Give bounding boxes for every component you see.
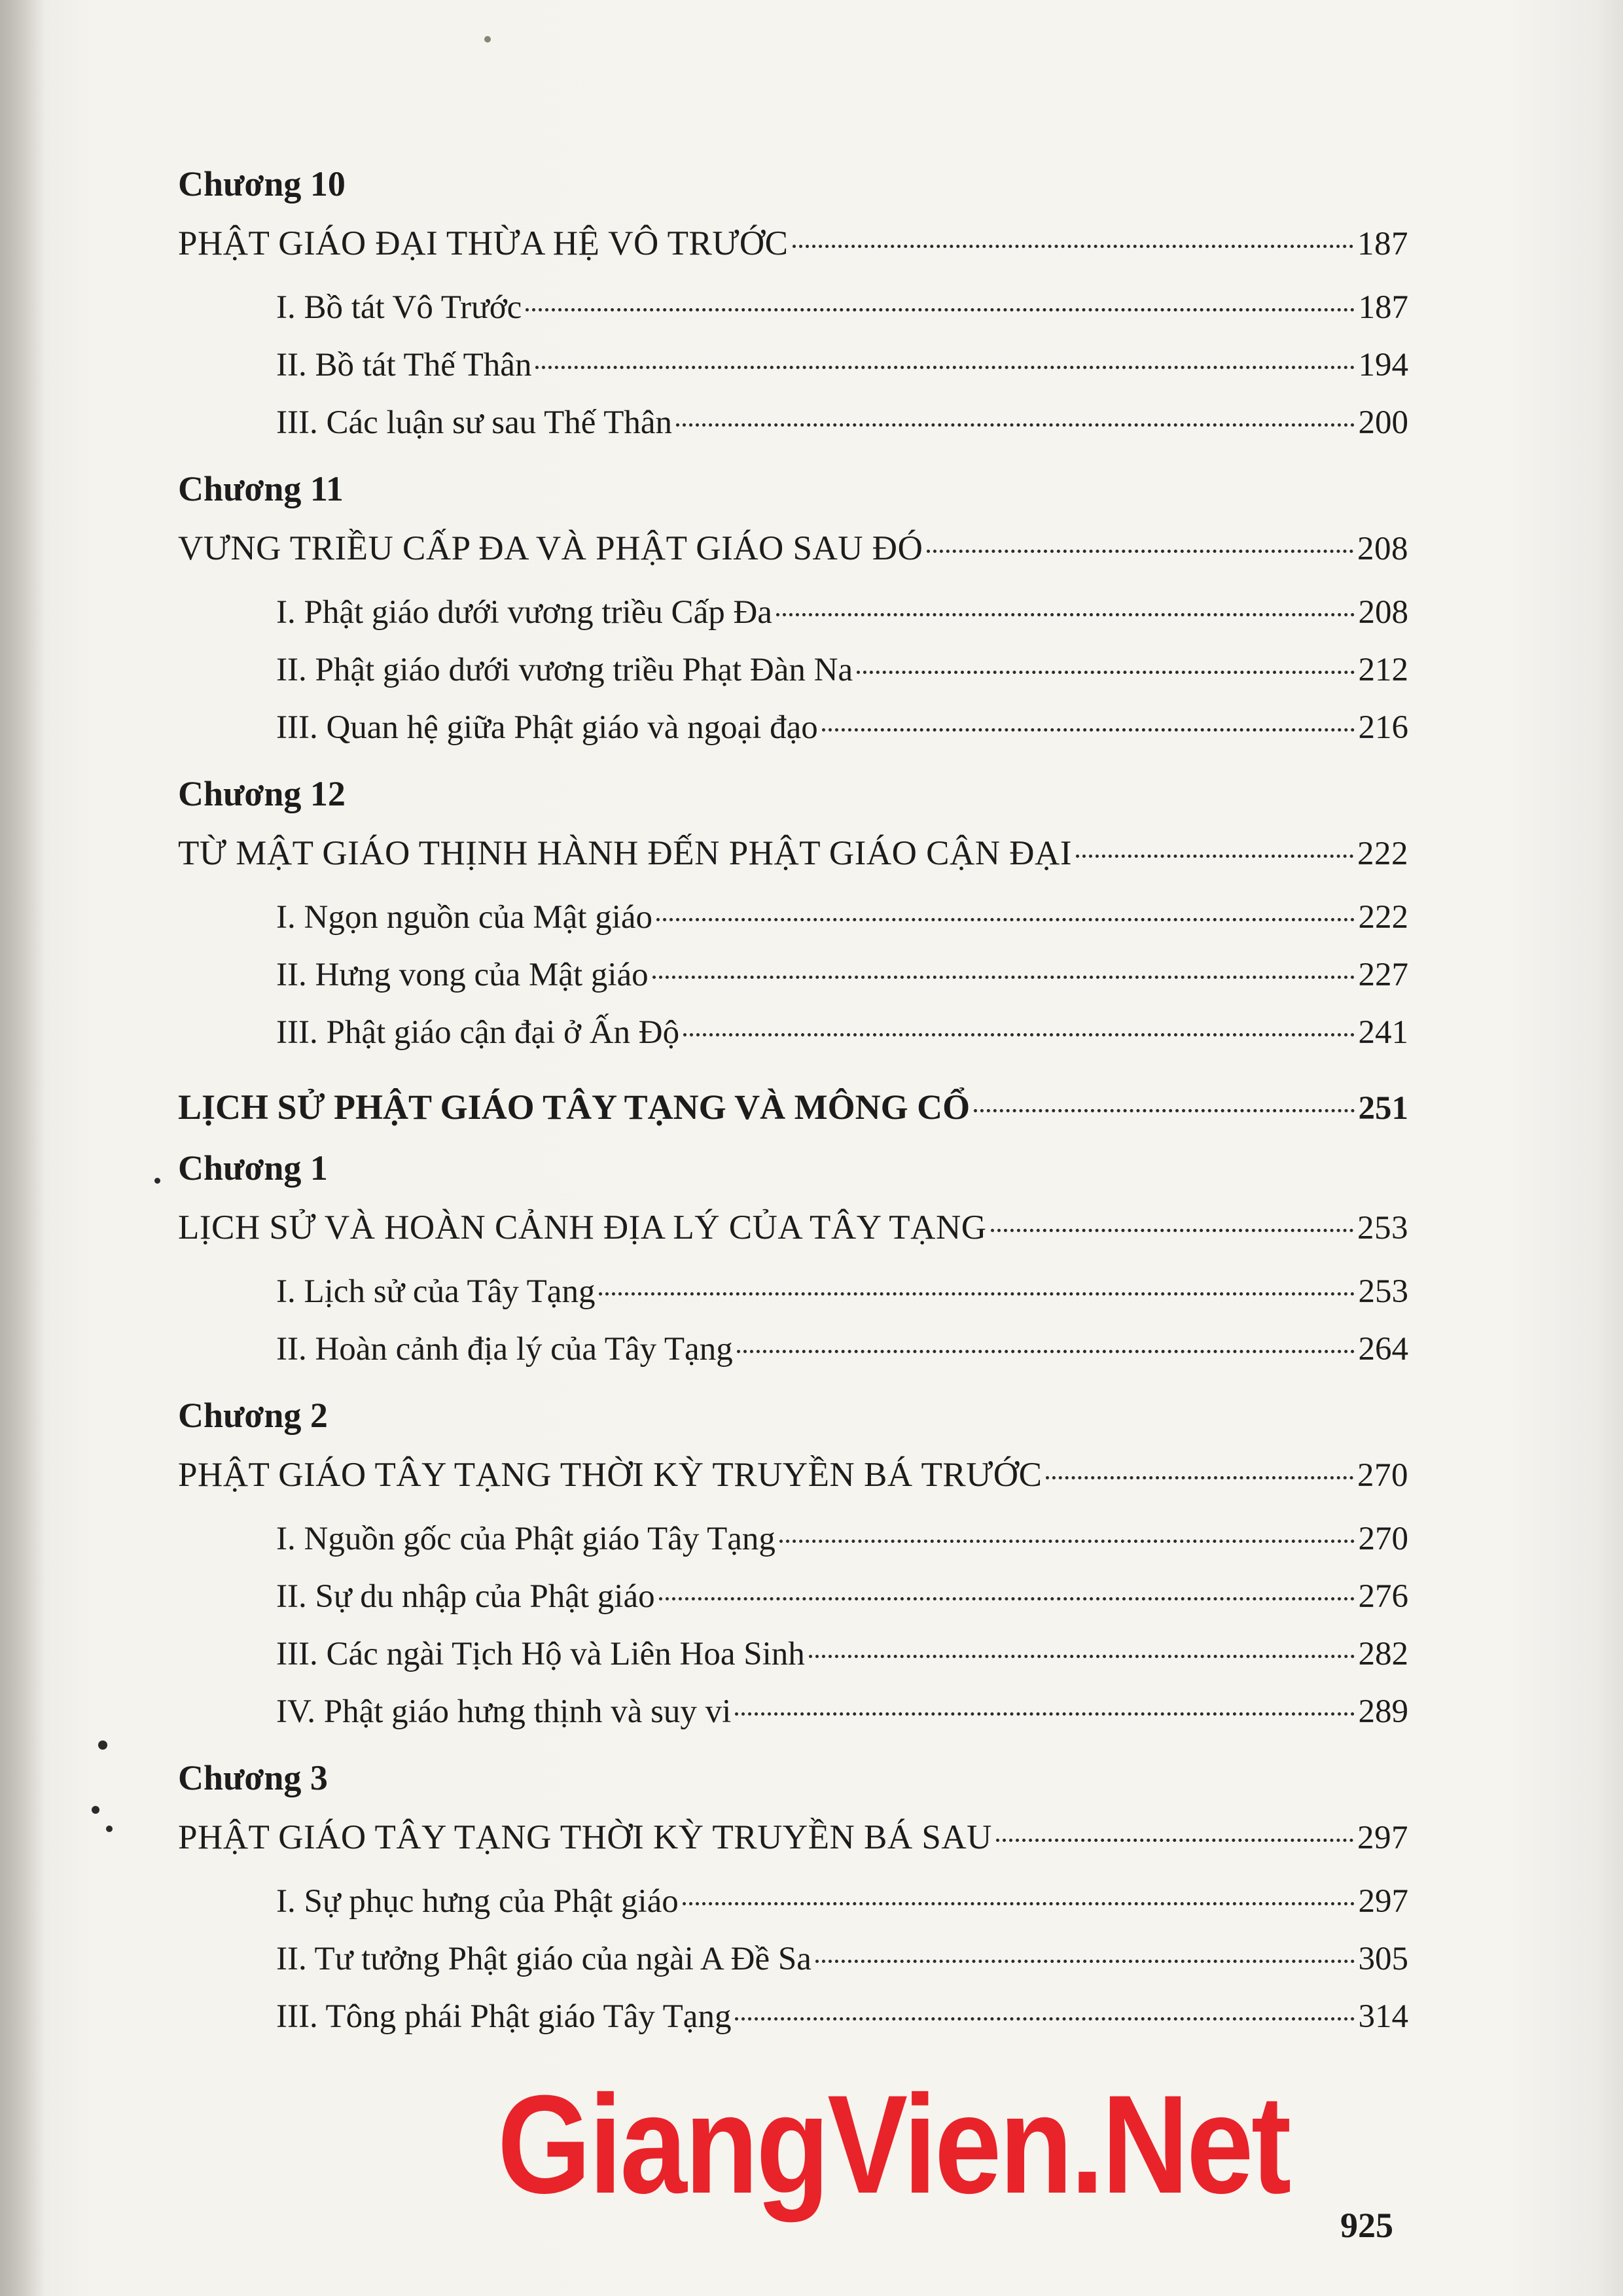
toc-row [178, 344, 1408, 386]
dot-leader [815, 1960, 1355, 1963]
chapter-title: PHẬT GIÁO TÂY TẠNG THỜI KỲ TRUYỀN BÁ TRƯỚC [178, 1456, 1043, 1494]
dot-leader [659, 1597, 1355, 1600]
section-title: II. Sự du nhập của Phật giáo [276, 1578, 655, 1615]
page-ref: 282 [1358, 1636, 1408, 1672]
toc-row-title [178, 832, 1408, 874]
section-title: II. Hưng vong của Mật giáo [276, 957, 649, 993]
dot-leader [1076, 855, 1353, 858]
toc-row [178, 1271, 1408, 1313]
section-title: I. Sự phục hưng của Phật giáo [276, 1883, 679, 1920]
dot-leader [996, 1839, 1353, 1842]
chapter-label: Chương 10 [178, 164, 346, 203]
part-title: LỊCH SỬ PHẬT GIÁO TÂY TẠNG VÀ MÔNG CỔ [178, 1087, 971, 1127]
watermark-logo: GiangVien.Net [497, 2066, 1289, 2223]
toc-row [178, 1633, 1408, 1675]
toc-row-part [178, 1086, 1408, 1128]
toc-row [178, 649, 1408, 691]
page-ref: 194 [1358, 347, 1408, 383]
section-title: I. Nguồn gốc của Phật giáo Tây Tạng [276, 1521, 776, 1557]
page-ref: 270 [1358, 1521, 1408, 1557]
dot-leader [927, 550, 1353, 553]
section-title: II. Tư tưởng Phật giáo của ngài A Đề Sa [276, 1941, 812, 1977]
section-title: I. Bồ tát Vô Trước [276, 289, 522, 326]
dot-leader [779, 1540, 1355, 1543]
page-ref: 200 [1358, 404, 1408, 441]
dot-leader [683, 1902, 1355, 1905]
dot-leader [1046, 1476, 1353, 1479]
section-title: I. Lịch sử của Tây Tạng [276, 1273, 596, 1310]
page-ref: 216 [1358, 709, 1408, 746]
scan-speck [92, 1806, 99, 1814]
toc-row [178, 1691, 1408, 1733]
page-ref: 297 [1357, 1820, 1408, 1856]
dot-leader [793, 245, 1353, 248]
dot-leader [676, 423, 1354, 427]
toc-row [178, 1518, 1408, 1560]
toc-row-title [178, 222, 1408, 264]
section-title: III. Các luận sư sau Thế Thân [276, 404, 673, 441]
scan-speck [106, 1826, 113, 1832]
section-title: III. Quan hệ giữa Phật giáo và ngoại đạo [276, 709, 818, 746]
section-title: III. Tông phái Phật giáo Tây Tạng [276, 1998, 732, 2035]
page-ref: 264 [1358, 1331, 1408, 1368]
chapter-label: Chương 12 [178, 774, 346, 813]
page-ref: 208 [1357, 531, 1408, 567]
dot-leader [735, 2017, 1354, 2021]
page-ref: 253 [1357, 1210, 1408, 1246]
page-ref: 212 [1358, 652, 1408, 688]
page-ref: 227 [1358, 957, 1408, 993]
section-title: III. Phật giáo cận đại ở Ấn Độ [276, 1014, 680, 1051]
page-ref: 270 [1357, 1457, 1408, 1494]
chapter-label: Chương 2 [178, 1396, 328, 1435]
dot-leader [857, 671, 1354, 674]
dot-leader [737, 1350, 1355, 1353]
toc-row-title [178, 1816, 1408, 1858]
dot-leader [526, 308, 1354, 311]
dot-leader [776, 613, 1355, 616]
toc-row [178, 896, 1408, 938]
toc-row [178, 1012, 1408, 1053]
dot-leader [535, 366, 1354, 369]
toc-row-title [178, 1207, 1408, 1248]
page-ref: 289 [1358, 1693, 1408, 1730]
dot-leader [991, 1229, 1353, 1232]
page-ref: 253 [1358, 1273, 1408, 1310]
chapter-title: TỪ MẬT GIÁO THỊNH HÀNH ĐẾN PHẬT GIÁO CẬN ĐẠI [178, 834, 1072, 872]
scan-speck [98, 1740, 107, 1750]
page-number: 925 [1340, 2206, 1393, 2245]
toc-row [178, 1996, 1408, 2038]
toc-row [178, 1576, 1408, 1617]
chapter-label: Chương 1 [178, 1148, 328, 1188]
scan-speck [484, 36, 491, 43]
section-title: II. Hoàn cảnh địa lý của Tây Tạng [276, 1331, 733, 1368]
chapter-title: VƯNG TRIỀU CẤP ĐA VÀ PHẬT GIÁO SAU ĐÓ [178, 529, 923, 567]
section-title: III. Các ngài Tịch Hộ và Liên Hoa Sinh [276, 1636, 805, 1672]
scan-speck [154, 1178, 160, 1184]
toc-row-title [178, 1454, 1408, 1496]
chapter-label: Chương 11 [178, 469, 344, 508]
dot-leader [683, 1033, 1354, 1036]
section-title: I. Phật giáo dưới vương triều Cấp Đa [276, 594, 772, 631]
page-ref: 187 [1358, 289, 1408, 326]
binding-shadow [0, 0, 46, 2296]
page-ref: 251 [1358, 1090, 1408, 1127]
page-ref: 297 [1358, 1883, 1408, 1920]
toc-row [178, 402, 1408, 444]
toc-row [178, 287, 1408, 328]
dot-leader [652, 976, 1355, 979]
dot-leader [656, 918, 1354, 921]
page-ref: 314 [1358, 1998, 1408, 2035]
section-title: IV. Phật giáo hưng thịnh và suy vi [276, 1693, 732, 1730]
dot-leader [822, 728, 1355, 732]
toc-row [178, 707, 1408, 749]
page-ref: 208 [1358, 594, 1408, 631]
toc-row [178, 1938, 1408, 1980]
dot-leader [974, 1109, 1354, 1112]
page-ref: 305 [1358, 1941, 1408, 1977]
chapter-title: PHẬT GIÁO ĐẠI THỪA HỆ VÔ TRƯỚC [178, 224, 789, 262]
page-ref: 241 [1358, 1014, 1408, 1051]
section-title: I. Ngọn nguồn của Mật giáo [276, 899, 653, 936]
table-of-contents [178, 164, 1408, 2053]
page-ref: 222 [1357, 836, 1408, 872]
dot-leader [599, 1292, 1354, 1296]
page-ref: 276 [1358, 1578, 1408, 1615]
page-ref: 222 [1358, 899, 1408, 936]
dot-leader [809, 1655, 1355, 1658]
toc-row [178, 592, 1408, 633]
section-title: II. Phật giáo dưới vương triều Phạt Đàn Na [276, 652, 853, 688]
toc-row-title [178, 527, 1408, 569]
toc-row [178, 1881, 1408, 1922]
toc-row [178, 1328, 1408, 1370]
toc-row [178, 954, 1408, 996]
chapter-title: PHẬT GIÁO TÂY TẠNG THỜI KỲ TRUYỀN BÁ SAU [178, 1818, 992, 1856]
dot-leader [735, 1712, 1354, 1716]
chapter-label: Chương 3 [178, 1758, 328, 1797]
section-title: II. Bồ tát Thế Thân [276, 347, 532, 383]
chapter-title: LỊCH SỬ VÀ HOÀN CẢNH ĐỊA LÝ CỦA TÂY TẠNG [178, 1209, 987, 1246]
page-ref: 187 [1357, 226, 1408, 262]
